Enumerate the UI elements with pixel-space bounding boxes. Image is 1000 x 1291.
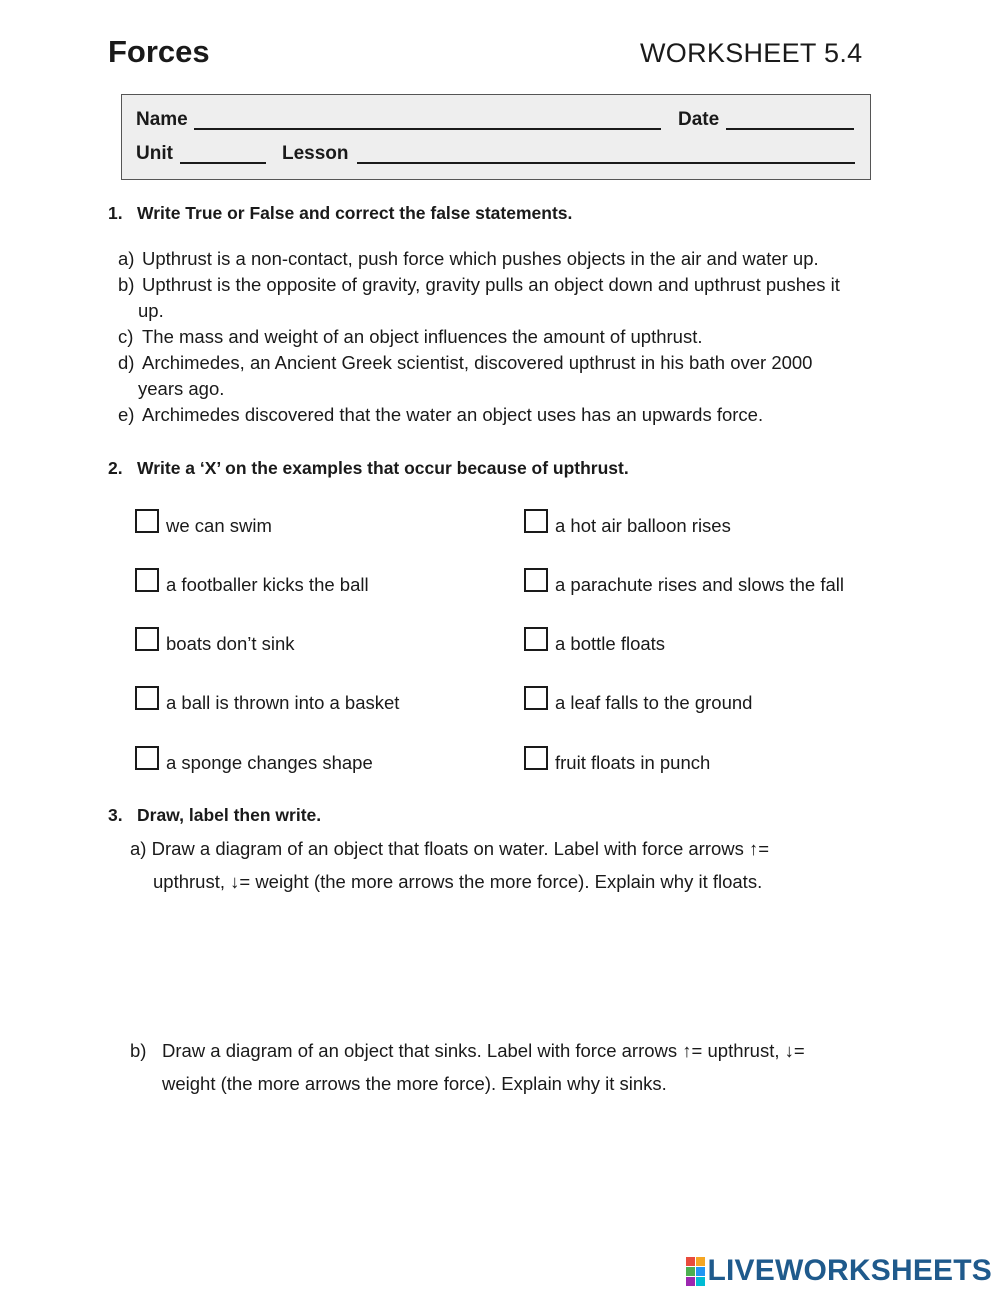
name-field[interactable] [194,128,661,130]
worksheet-number: WORKSHEET 5.4 [640,38,863,68]
date-field[interactable] [726,128,854,130]
task-line: weight (the more arrows the more force). Explain why it sinks. [162,1073,667,1094]
question-number: 2. [108,458,123,478]
option-label: fruit floats in punch [555,752,711,773]
statement-text: Upthrust is a non-contact, push force which pushes objects in the air and water up. [142,248,819,269]
logo-square [686,1277,695,1286]
statement-letter: e) [118,404,135,425]
question-text: Write True or False and correct the false statements. [137,203,573,223]
question-text: Draw, label then write. [137,805,322,825]
answer-checkbox[interactable] [135,509,159,533]
statement-letter: d) [118,352,135,373]
logo-square [696,1277,705,1286]
answer-checkbox[interactable] [524,568,548,592]
option-label: a bottle floats [555,633,666,654]
task-line: Draw a diagram of an object that sinks. Label with force arrows ↑= upthrust, ↓= [162,1040,805,1061]
option-label: a sponge changes shape [166,752,373,773]
task-a [130,832,769,898]
task-b [130,1034,805,1100]
statement-a [118,246,893,272]
statement-d [118,350,893,402]
question-2-heading [108,458,629,479]
question-text: Write a ‘X’ on the examples that occur because of upthrust. [137,458,629,478]
statement-c [118,324,893,350]
question-1-heading [108,203,572,224]
task-line: upthrust, ↓= weight (the more arrows the more force). Explain why it floats. [153,871,763,892]
task-line: Draw a diagram of an object that floats on water. Label with force arrows ↑= [151,838,770,859]
option-label: boats don’t sink [166,633,295,654]
statement-text: Archimedes discovered that the water an object uses has an upwards force. [142,404,764,425]
option-label: a hot air balloon rises [555,515,731,536]
liveworksheets-logo [686,1254,993,1288]
task-letter: b) [130,1040,147,1061]
brand-icon [686,1257,705,1286]
answer-checkbox[interactable] [135,746,159,770]
statement-b [118,272,893,324]
option-label: we can swim [166,515,272,536]
option-label: a leaf falls to the ground [555,692,753,713]
lesson-label: Lesson [282,143,349,164]
statement-text: The mass and weight of an object influences the amount of upthrust. [142,326,703,347]
answer-checkbox[interactable] [135,568,159,592]
answer-checkbox[interactable] [524,686,548,710]
statement-continuation: years ago. [138,378,225,399]
option-label: a footballer kicks the ball [166,574,369,595]
logo-square [686,1257,695,1266]
lesson-field[interactable] [357,162,855,164]
name-label: Name [136,109,188,130]
date-label: Date [678,109,720,130]
question-number: 1. [108,203,123,223]
question-3-heading [108,805,321,826]
option-label: a ball is thrown into a basket [166,692,400,713]
question-number: 3. [108,805,123,825]
statement-continuation: up. [138,300,164,321]
brand-name: LIVEWORKSHEETS [707,1254,992,1287]
unit-label: Unit [136,143,173,164]
answer-checkbox[interactable] [135,686,159,710]
answer-checkbox[interactable] [524,509,548,533]
logo-square [696,1257,705,1266]
unit-field[interactable] [180,162,266,164]
logo-square [686,1267,695,1276]
statement-letter: c) [118,326,134,347]
statement-letter: a) [118,248,135,269]
statement-letter: b) [118,274,135,295]
option-label: a parachute rises and slows the fall [555,574,844,595]
statement-text: Upthrust is the opposite of gravity, gravity pulls an object down and upthrust pushes it [142,274,840,295]
statement-text: Archimedes, an Ancient Greek scientist, discovered upthrust in his bath over 2000 [142,352,813,373]
answer-checkbox[interactable] [135,627,159,651]
logo-square [696,1267,705,1276]
answer-checkbox[interactable] [524,746,548,770]
student-info-box [121,94,871,180]
statement-e [118,402,893,428]
worksheet-title: Forces [108,34,210,69]
task-letter: a) [130,838,147,859]
answer-checkbox[interactable] [524,627,548,651]
